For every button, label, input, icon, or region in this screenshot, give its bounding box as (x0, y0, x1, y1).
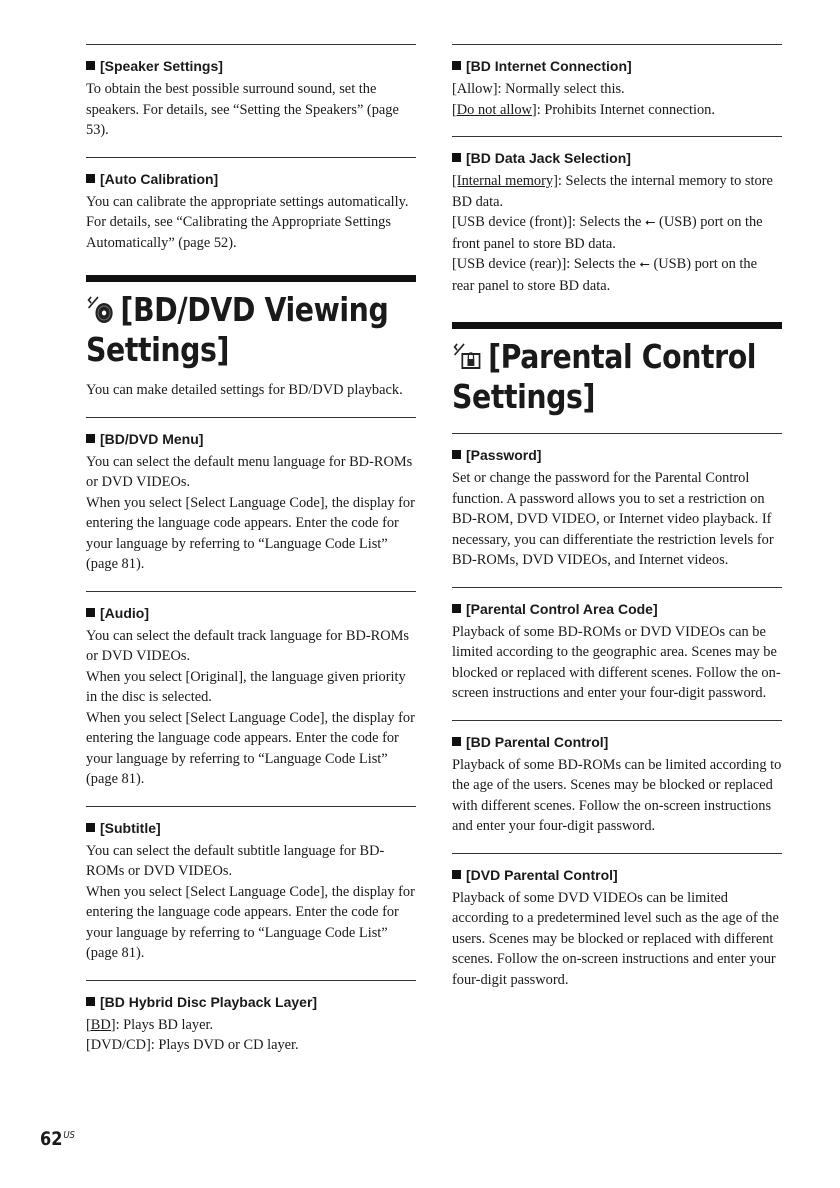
area-code-heading: [Parental Control Area Code] (452, 600, 782, 618)
audio-section (86, 591, 416, 790)
internet-connection-section (452, 44, 782, 120)
area-code-section (452, 587, 782, 704)
bd-parental-heading: [BD Parental Control] (452, 733, 782, 751)
square-bullet-icon (86, 434, 95, 443)
subtitle-section (86, 806, 416, 964)
audio-text-1: You can select the default track language for BD-ROMs or DVD VIDEOs. (86, 627, 410, 664)
subtitle-text-2: When you select [Select Language Code], the display for entering the language code appears. Enter the code for your language by referring to “Language Code List” (page 81). (86, 883, 415, 961)
data-jack-option-front: [USB device (front)]: Selects the ⭠ (USB) port on the front panel to store BD data. (452, 214, 763, 252)
dvd-parental-heading: [DVD Parental Control] (452, 866, 782, 884)
square-bullet-icon (86, 608, 95, 617)
auto-calibration-text: You can calibrate the appropriate settings automatically. For details, see “Calibrating the Appropriate Settings Automatically” (page 52). (86, 193, 409, 251)
default-option-label: [BD] (86, 1016, 116, 1033)
square-bullet-icon (86, 61, 95, 70)
audio-text-3: When you select [Select Language Code], the display for entering the language code appears. Enter the code for your language by referring to “Language Code List” (page 81). (86, 709, 415, 787)
internet-connection-heading: [BD Internet Connection] (452, 57, 782, 75)
default-option-label: [Internal memory] (452, 173, 558, 189)
audio-text-2: When you select [Original], the language given priority in the disc is selected. (86, 668, 406, 705)
password-text: Set or change the password for the Parental Control function. A password allows you to set a restriction on BD-ROM, DVD VIDEO, or Internet video playback. If necessary, you can differentiate the restriction levels for BD-ROMs, DVD VIDEOs, and Internet videos. (452, 470, 774, 568)
region-code: US (63, 1130, 75, 1141)
square-bullet-icon (452, 153, 461, 162)
data-jack-section (452, 136, 782, 296)
area-code-text: Playback of some BD-ROMs or DVD VIDEOs can be limited according to the geographic area. Scenes may be blocked or replaced with different scenes. Follow the on-screen instructions and enter your four-digit password. (452, 623, 781, 701)
default-option-label: [Do not allow] (452, 101, 537, 118)
square-bullet-icon (86, 997, 95, 1006)
password-section (452, 433, 782, 571)
bd-parental-section (452, 720, 782, 837)
data-jack-option-rear: [USB device (rear)]: Selects the ⭠ (USB) port on the rear panel to store BD data. (452, 256, 757, 294)
square-bullet-icon (452, 450, 461, 459)
subtitle-heading: [Subtitle] (86, 819, 416, 837)
bd-dvd-viewing-title: [BD/DVD Viewing Settings] (86, 290, 389, 369)
bd-dvd-menu-text-1: You can select the default menu language for BD-ROMs or DVD VIDEOs. (86, 453, 413, 490)
internet-option-deny: [Do not allow]: Prohibits Internet connection. (452, 101, 715, 118)
dvd-parental-text: Playback of some DVD VIDEOs can be limited according to a predetermined level such as the age of the users. Scenes may be blocked or replaced with different scenes. Follow the on-screen instructions and enter your four-digit password. (452, 889, 779, 988)
internet-option-allow: [Allow]: Normally select this. (452, 81, 625, 97)
parental-control-icon (452, 341, 483, 371)
square-bullet-icon (86, 823, 95, 832)
speaker-settings-text: To obtain the best possible surround sound, set the speakers. For details, see “Setting the Speakers” (page 53). (86, 81, 399, 138)
password-heading: [Password] (452, 446, 782, 464)
bd-dvd-viewing-intro: You can make detailed settings for BD/DVD playback. (86, 382, 403, 398)
hybrid-disc-section (86, 980, 416, 1056)
bd-dvd-settings-icon (86, 294, 115, 324)
audio-heading: [Audio] (86, 604, 416, 622)
bd-parental-text: Playback of some BD-ROMs can be limited according to the age of the users. Scenes may be blocked or replaced with different scenes. Follow the on-screen instructions and enter your four-digit password. (452, 756, 782, 834)
square-bullet-icon (452, 604, 461, 613)
hybrid-disc-heading: [BD Hybrid Disc Playback Layer] (86, 993, 416, 1011)
subtitle-text-1: You can select the default subtitle language for BD-ROMs or DVD VIDEOs. (86, 842, 385, 879)
data-jack-heading: [BD Data Jack Selection] (452, 149, 782, 167)
usb-icon: ⭠ (639, 257, 650, 272)
data-jack-option-internal: [Internal memory]: Selects the internal memory to store BD data. (452, 173, 773, 210)
hybrid-option-dvdcd: [DVD/CD]: Plays DVD or CD layer. (86, 1037, 299, 1053)
square-bullet-icon (452, 870, 461, 879)
page-number: $62^{US}$ (40, 1128, 75, 1150)
parental-control-settings-header (452, 322, 782, 417)
speaker-settings-heading: [Speaker Settings] (86, 57, 416, 75)
bd-dvd-viewing-settings-header (86, 275, 416, 401)
dvd-parental-section (452, 853, 782, 991)
usb-icon: ⭠ (645, 215, 656, 230)
hybrid-option-bd: [BD]: Plays BD layer. (86, 1016, 214, 1033)
right-column (452, 44, 782, 1006)
bd-dvd-menu-section (86, 417, 416, 575)
left-column (86, 44, 416, 1072)
parental-control-title: [Parental Control Settings] (452, 337, 757, 416)
speaker-settings-section (86, 44, 416, 141)
square-bullet-icon (86, 174, 95, 183)
auto-calibration-section (86, 157, 416, 254)
square-bullet-icon (452, 737, 461, 746)
square-bullet-icon (452, 61, 461, 70)
bd-dvd-menu-heading: [BD/DVD Menu] (86, 430, 416, 448)
auto-calibration-heading: [Auto Calibration] (86, 170, 416, 188)
bd-dvd-menu-text-2: When you select [Select Language Code], the display for entering the language code appears. Enter the code for your language by referring to “Language Code List” (page 81). (86, 494, 415, 572)
